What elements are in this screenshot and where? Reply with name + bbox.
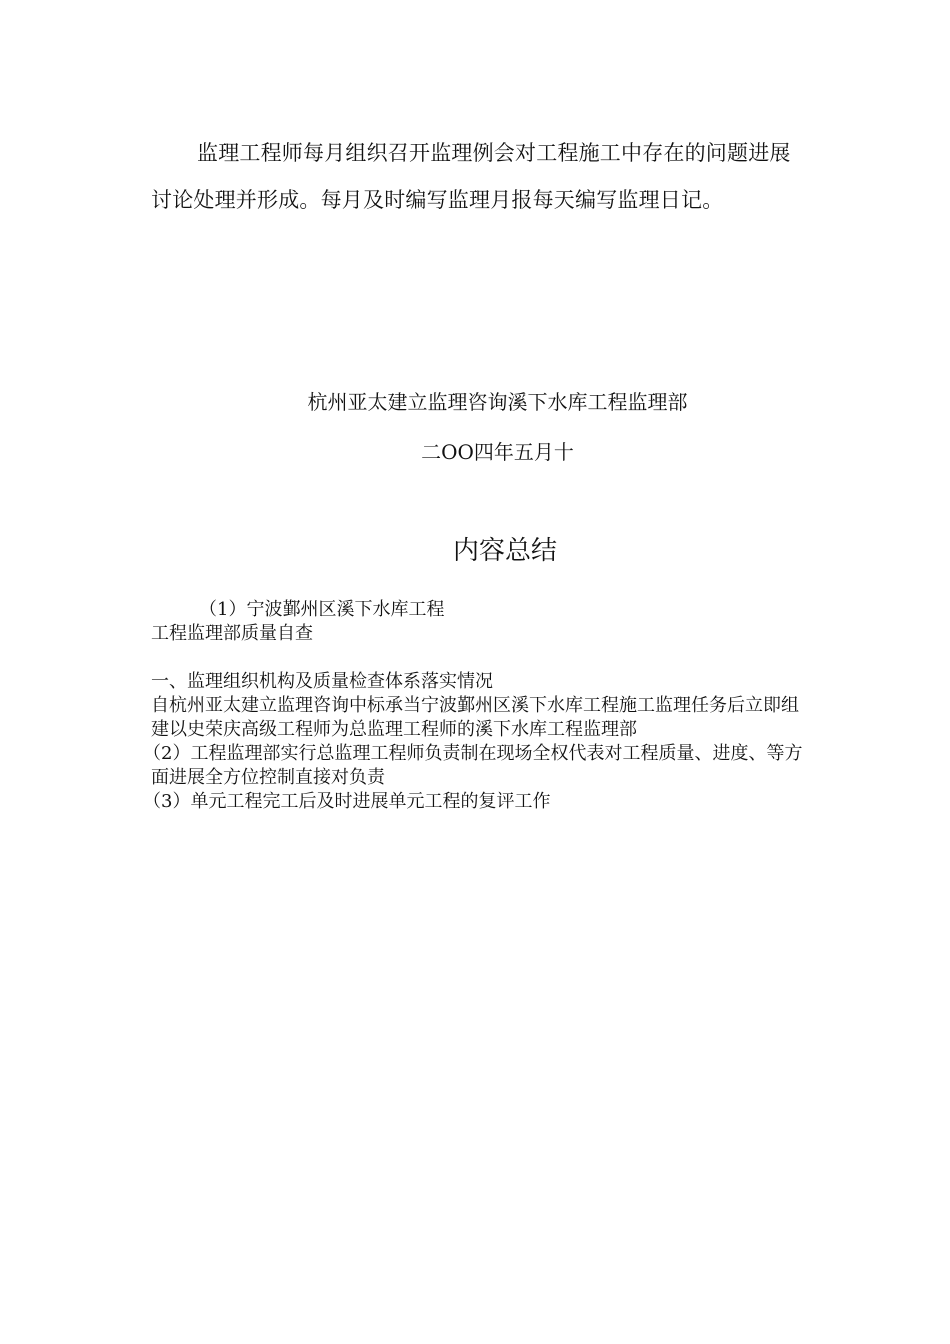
summary-line-establishment: 自杭州亚太建立监理咨询中标承当宁波鄞州区溪下水库工程施工监理任务后立即组建以史荣庆高级工程师为总监理工程师的溪下水库工程监理部: [151, 695, 799, 740]
summary-title: 内容总结: [452, 536, 557, 566]
summary-line-section-one: 一、监理组织机构及质量检查体系落实情况: [151, 671, 493, 692]
signature-date: 二OO四年五月十: [421, 440, 574, 464]
intro-paragraph: 监理工程师每月组织召开监理例会对工程施工中存在的问题进展讨论处理并形成。每月及时编写监理月报每天编写监理日记。: [151, 141, 791, 212]
summary-line-project: （1）宁波鄞州区溪下水库工程: [199, 599, 445, 620]
signature-organization: 杭州亚太建立监理咨询溪下水库工程监理部: [307, 390, 688, 414]
summary-line-item-two: （2）工程监理部实行总监理工程师负责制在现场全权代表对工程质量、进度、等方面进展全方位控制直接对负责: [143, 743, 803, 788]
blank-line: [151, 646, 811, 670]
summary-line-heading: 工程监理部质量自查: [151, 623, 313, 644]
summary-line-item-three: （3）单元工程完工后及时进展单元工程的复评工作: [143, 791, 551, 812]
summary-body: [143, 598, 811, 814]
